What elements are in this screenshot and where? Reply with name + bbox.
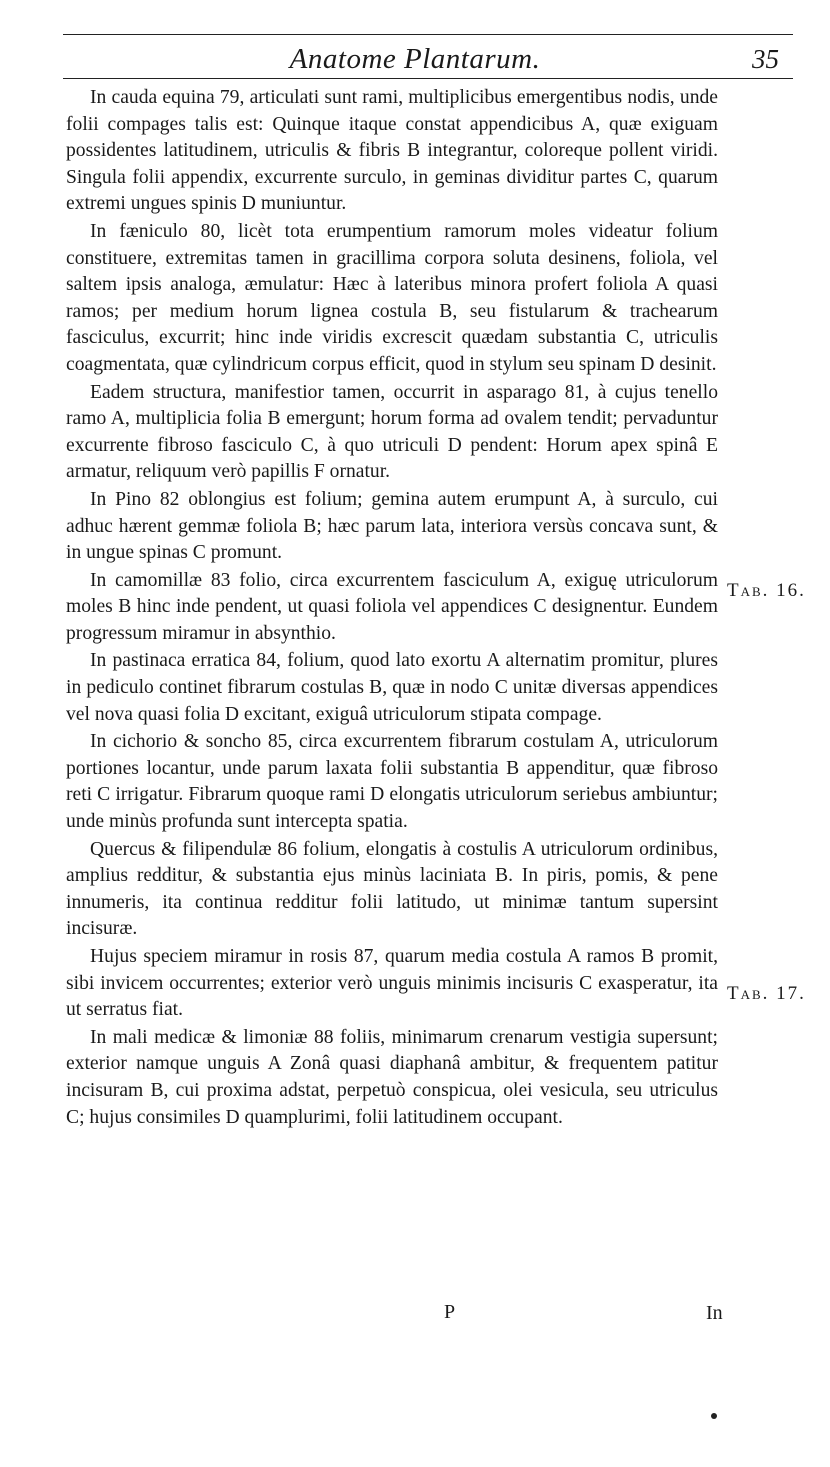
ink-dot: [711, 1413, 717, 1419]
paragraph: In fæniculo 80, licèt tota erumpentium ramorum moles videatur folium constituere, extremitas tamen in gracillima corpora soluta desinens, foliola, vel saltem ipsis analoga, æmulatur: Hæc à lateribus minora profert foliola A quasi ramos; per medium horum lignea costula B, seu fistularum & trachearum fasciculus, excurrit; hinc inde viridis excrescit quædam substantia C, utriculis coagmentata, quæ cylindricum corpus efficit, quod in stylum seu spinam D desinit.: [66, 220, 718, 375]
page-number: 35: [752, 44, 779, 74]
catchword: In: [706, 1302, 723, 1324]
paragraph: In cichorio & soncho 85, circa excurrentem fibrarum costulam A, utriculorum portiones locantur, unde parum laxata folii substantia B appenditur, quæ fibroso reti C irrigatur. Fibrarum quoque rami D elongatis utriculorum seriebus ambiuntur; unde minùs profunda sunt intercepta spatia.: [66, 731, 718, 833]
running-head-title: Anatome Plantarum.: [289, 43, 541, 75]
paragraph: In cauda equina 79, articulati sunt rami, multiplicibus emergentibus nodis, unde folii compages talis est: Quinque itaque constat appendicibus A, quæ exiguam possidentes latitudinem, utriculis & fibris B integrantur, coloreque pollent viridi. Singula folii appendix, excurrente surculo, in geminas dividitur partes C, quarum extremi ungues spinis D muniuntur.: [66, 87, 718, 215]
header-rule-top: [63, 34, 793, 35]
paragraph: Quercus & filipendulæ 86 folium, elongatis à costulis A utriculorum ordinibus, amplius redditur, & substantia ejus minùs laciniata B. In piris, pomis, & pene innumeris, ita continua redditur folii latitudo, ut minimæ tantum supersint incisuræ.: [66, 838, 718, 940]
header-rule-bottom: [63, 78, 793, 79]
paragraph: Hujus speciem miramur in rosis 87, quarum media costula A ramos B promit, sibi invicem occurrentes; exterior verò unguis minimis incisuris C exasperatur, ita ut serratus fiat.: [66, 946, 718, 1021]
margin-note-tab-17: Tab. 17.: [727, 983, 806, 1004]
paragraph: In camomillæ 83 folio, circa excurrentem fasciculum A, exiguę utriculorum moles B hinc inde pendent, ut quasi foliola vel appendices C designentur. Eundem progressum miramur in absynthio.: [66, 569, 718, 644]
signature-mark: P: [444, 1301, 456, 1323]
text-body: [66, 85, 718, 1131]
paragraph: In pastinaca erratica 84, folium, quod lato exortu A alternatim promitur, plures in pediculo continet fibrarum costulas B, quæ in nodo C unitæ diversas appendices vel nova quasi folia D excitant, exiguâ utriculorum stipata compage.: [66, 650, 718, 725]
paragraph: In mali medicæ & limoniæ 88 foliis, minimarum crenarum vestigia supersunt; exterior namque unguis A Zonâ quasi diaphanâ ambitur, & frequentem patitur incisuram B, cui proxima adstat, perpetuò conspicua, olei vesicula, seu utriculus C; hujus consimiles D quamplurimi, folii latitudinem occupant.: [66, 1026, 718, 1128]
margin-note-tab-16: Tab. 16.: [727, 580, 806, 601]
paragraph: In Pino 82 oblongius est folium; gemina autem erumpunt A, à surculo, cui adhuc hærent gemmæ foliola B; hæc parum lata, interiora versùs concava sunt, & in ungue spinas C promunt.: [66, 488, 718, 564]
paragraph: Eadem structura, manifestior tamen, occurrit in asparago 81, à cujus tenello ramo A, multiplicia folia B emergunt; horum forma ad ovalem tendit; pervaduntur excurrente fibroso fasciculo C, à quo utriculi D pendent: Horum apex spinâ E armatur, reliquum verò papillis F ornatur.: [66, 381, 718, 483]
